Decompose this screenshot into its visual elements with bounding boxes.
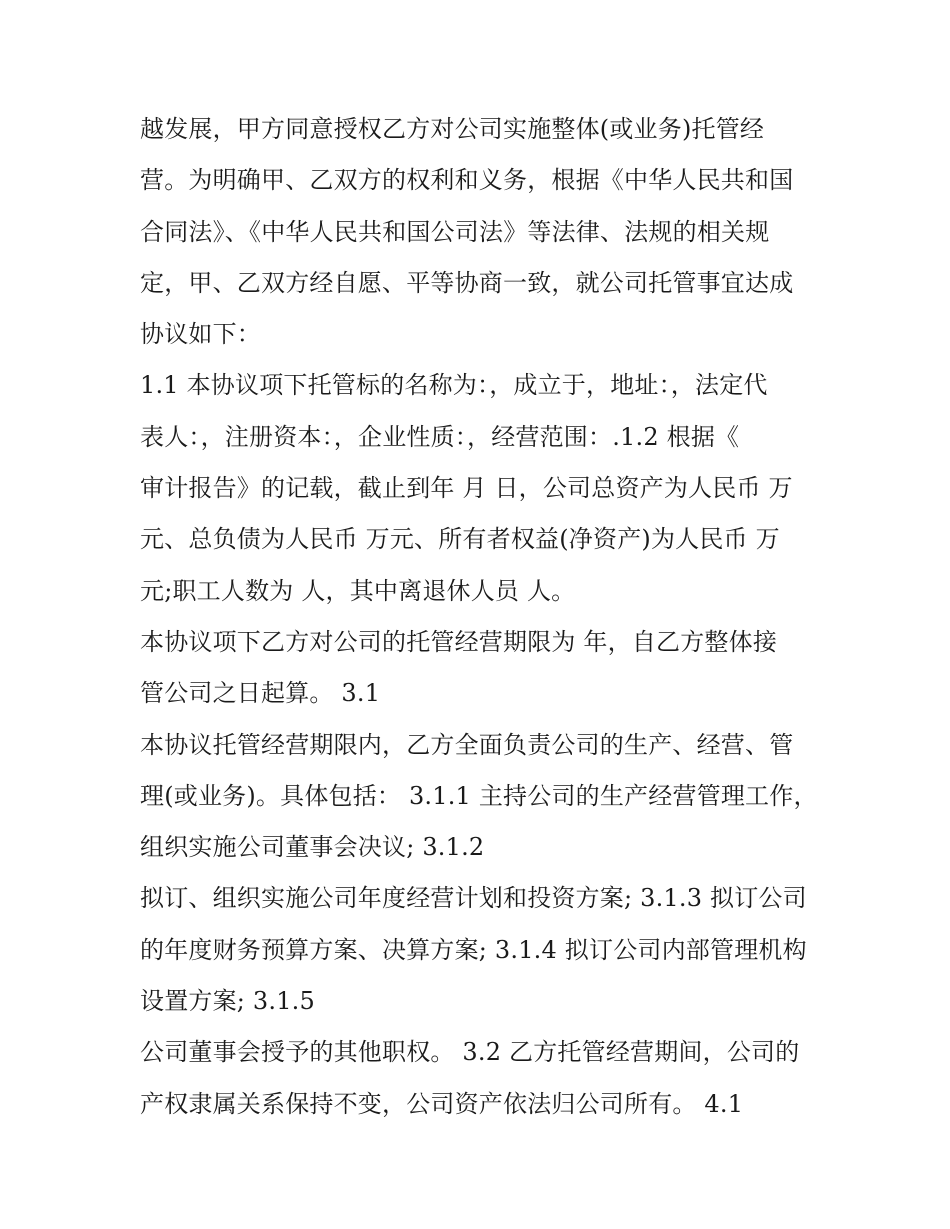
text-line: 产权隶属关系保持不变，公司资产依法归公司所有。 4.1 xyxy=(140,1089,744,1118)
text-line: 定，甲、乙双方经自愿、平等协商一致，就公司托管事宜达成 xyxy=(140,268,794,297)
text-line: 越发展，甲方同意授权乙方对公司实施整体(或业务)托管经 xyxy=(140,115,765,143)
text-line: 本协议托管经营期限内，乙方全面负责公司的生产、经营、管 xyxy=(140,730,794,759)
text-line: 的年度财务预算方案、决算方案; 3.1.4 拟订公司内部管理机构 xyxy=(140,935,807,964)
text-line: 元、总负债为人民币 万元、所有者权益(净资产)为人民币 万 xyxy=(140,525,780,554)
text-line: 合同法》、《中华人民共和国公司法》等法律、法规的相关规 xyxy=(140,217,770,246)
text-line: 协议如下： xyxy=(140,320,261,349)
text-line: 审计报告》的记载，截止到年 月 日，公司总资产为人民币 万 xyxy=(140,474,793,503)
text-line: 营。为明确甲、乙双方的权利和义务，根据《中华人民共和国 xyxy=(140,166,794,195)
text-line: 表人：，注册资本：，企业性质：，经营范围：.1.2 根据《 xyxy=(140,422,740,451)
text-line: 元;职工人数为 人，其中离退休人员 人。 xyxy=(140,576,576,605)
text-line: 理(或业务)。具体包括： 3.1.1 主持公司的生产经营管理工作， xyxy=(140,781,818,810)
document-body xyxy=(140,104,830,1130)
text-line: 公司董事会授予的其他职权。 3.2 乙方托管经营期间，公司的 xyxy=(140,1038,800,1067)
text-line: 管公司之日起算。 3.1 xyxy=(140,679,381,708)
text-line: 本协议项下乙方对公司的托管经营期限为 年，自乙方整体接 xyxy=(140,627,778,656)
text-line: 1.1 本协议项下托管标的名称为：，成立于，地址：，法定代 xyxy=(140,371,768,400)
text-line: 组织实施公司董事会决议; 3.1.2 xyxy=(140,833,485,862)
text-line: 设置方案; 3.1.5 xyxy=(140,987,315,1016)
text-line: 拟订、组织实施公司年度经营计划和投资方案; 3.1.3 拟订公司 xyxy=(140,884,807,913)
